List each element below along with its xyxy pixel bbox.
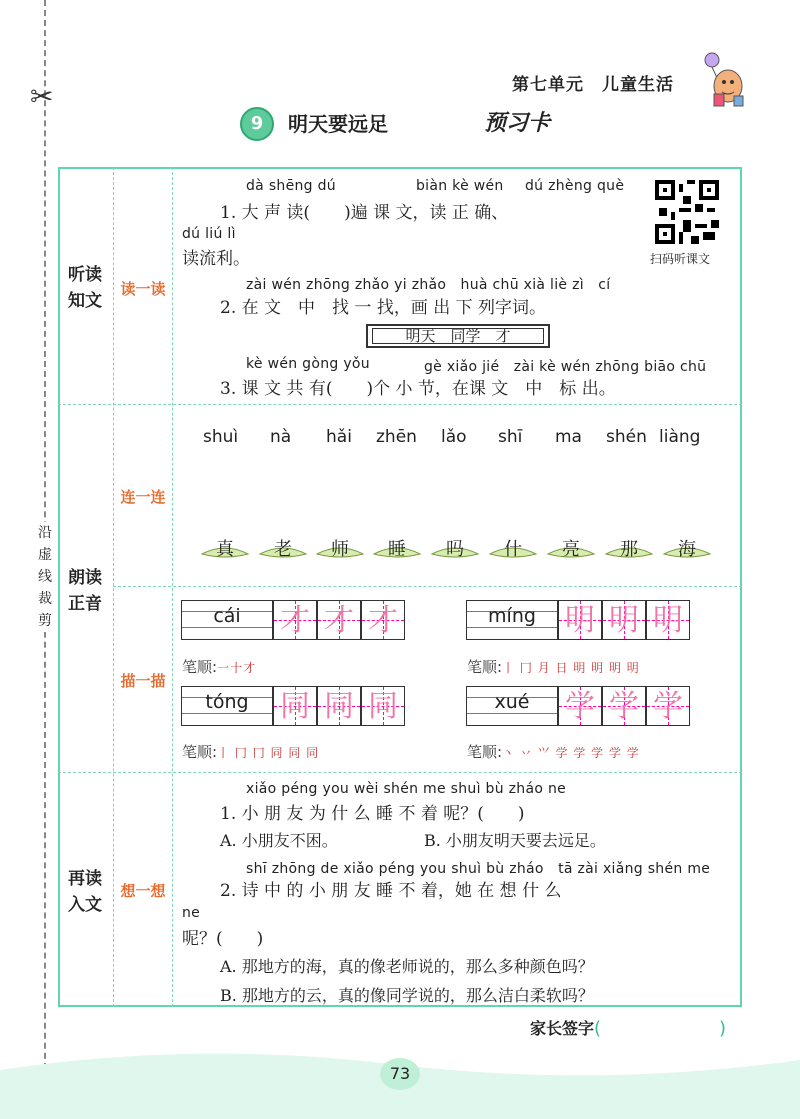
activity-match: 连一连 <box>120 488 166 506</box>
match-pinyin[interactable]: ma <box>555 427 582 447</box>
mascot-icon <box>700 50 750 110</box>
match-char[interactable]: 睡 <box>372 532 422 562</box>
question-text: 2. 在 文 中 找 一 找，画 出 下 列字词。 <box>220 298 547 318</box>
question-text: 呢？( ) <box>182 929 264 949</box>
tian-grid[interactable]: 明 <box>646 600 690 640</box>
section-listen-read: 听读 知文 <box>68 265 102 311</box>
pinyin: dú zhèng què <box>525 178 625 194</box>
row-divider <box>58 404 742 405</box>
unit-title: 第七单元 儿童生活 <box>512 75 674 95</box>
match-char[interactable]: 什 <box>488 532 538 562</box>
match-char[interactable]: 吗 <box>430 532 480 562</box>
question-text: 3. 课 文 共 有( )个 小 节，在课 文 中 标 出。 <box>220 379 616 399</box>
activity-read: 读一读 <box>120 280 166 298</box>
parent-signature[interactable]: 家长签字( ) <box>530 1018 727 1039</box>
option-a[interactable]: A. 小朋友不困。 <box>220 831 338 850</box>
section-reread: 再读 入文 <box>68 869 102 915</box>
pinyin: biàn kè wén <box>416 178 504 194</box>
question-text: 读流利。 <box>182 249 250 269</box>
tian-grid[interactable]: 明 <box>558 600 602 640</box>
match-pinyin[interactable]: nà <box>270 427 292 447</box>
option-b[interactable]: B. 那地方的云，真的像同学说的，那么洁白柔软吗？ <box>220 986 594 1005</box>
scissors-icon: ✂ <box>30 80 54 113</box>
stroke-order: 笔顺:一十才 <box>182 658 257 676</box>
pinyin-grid: míng <box>466 600 558 640</box>
qr-label: 扫码听课文 <box>650 252 711 266</box>
match-pinyin[interactable]: shuì <box>203 427 239 447</box>
pinyin-grid: cái <box>181 600 273 640</box>
option-b[interactable]: B. 小朋友明天要去远足。 <box>424 831 606 850</box>
match-char[interactable]: 那 <box>604 532 654 562</box>
tian-grid[interactable]: 同 <box>317 686 361 726</box>
activity-trace: 描一描 <box>120 672 166 690</box>
tian-grid[interactable]: 同 <box>273 686 317 726</box>
match-pinyin[interactable]: lǎo <box>441 427 467 447</box>
match-char[interactable]: 老 <box>258 532 308 562</box>
match-pinyin[interactable]: liàng <box>659 427 701 447</box>
option-a[interactable]: A. 那地方的海，真的像老师说的，那么多种颜色吗？ <box>220 957 594 976</box>
tian-grid[interactable]: 学 <box>646 686 690 726</box>
question-text: 1. 大 声 读( )遍 课 文，读 正 确、 <box>220 203 509 223</box>
section-read-aloud: 朗读 正音 <box>68 568 102 614</box>
pinyin: dú liú lì <box>182 226 236 242</box>
match-char[interactable]: 真 <box>200 532 250 562</box>
tian-grid[interactable]: 才 <box>273 600 317 640</box>
tian-grid[interactable]: 同 <box>361 686 405 726</box>
lesson-title: 明天要远足 <box>288 112 388 136</box>
tian-grid[interactable]: 明 <box>602 600 646 640</box>
row-divider <box>113 586 742 587</box>
column-divider <box>172 167 173 1007</box>
page-number: 73 <box>380 1058 420 1090</box>
activity-think: 想一想 <box>120 882 166 900</box>
match-char[interactable]: 海 <box>662 532 712 562</box>
cut-instruction: 沿 虚 线 裁 剪 <box>36 522 54 632</box>
pinyin-grid: xué <box>466 686 558 726</box>
pinyin: ne <box>182 905 201 921</box>
pinyin: dà shēng dú <box>246 178 336 194</box>
match-pinyin[interactable]: shén <box>606 427 647 447</box>
tian-grid[interactable]: 学 <box>602 686 646 726</box>
row-divider <box>58 772 742 773</box>
card-title: 预习卡 <box>484 110 551 136</box>
pinyin: xiǎo péng you wèi shén me shuì bù zháo ne <box>246 781 567 797</box>
stroke-order: 笔顺:丨 冂 冂 同 同 同 <box>182 743 320 761</box>
qr-code-icon <box>655 180 719 244</box>
word-box: 明天 同学 才 <box>366 324 550 348</box>
pinyin-grid: tóng <box>181 686 273 726</box>
match-char[interactable]: 亮 <box>546 532 596 562</box>
tian-grid[interactable]: 才 <box>317 600 361 640</box>
pinyin: shī zhōng de xiǎo péng you shuì bù zháo tā zài xiǎng shén me <box>246 861 711 877</box>
match-char[interactable]: 师 <box>315 532 365 562</box>
lesson-number: 9 <box>240 107 274 141</box>
pinyin: gè xiǎo jié zài kè wén zhōng biāo chū <box>424 359 707 375</box>
stroke-order: 笔顺:丨 冂 月 日 明 明 明 明 <box>467 658 640 676</box>
pinyin: zài wén zhōng zhǎo yi zhǎo huà chū xià liè zì cí <box>246 277 611 293</box>
tian-grid[interactable]: 学 <box>558 686 602 726</box>
tian-grid[interactable]: 才 <box>361 600 405 640</box>
match-pinyin[interactable]: zhēn <box>376 427 417 447</box>
column-divider <box>113 167 114 1007</box>
match-pinyin[interactable]: shī <box>498 427 523 447</box>
pinyin: kè wén gòng yǒu <box>246 356 370 372</box>
stroke-order: 笔顺:丶 丷 ⺍ 学 学 学 学 学 <box>467 743 640 761</box>
question-text: 2. 诗 中 的 小 朋 友 睡 不 着，她 在 想 什 么 <box>220 881 562 901</box>
question-text: 1. 小 朋 友 为 什 么 睡 不 着 呢？( ) <box>220 804 525 824</box>
match-pinyin[interactable]: hǎi <box>326 427 352 447</box>
